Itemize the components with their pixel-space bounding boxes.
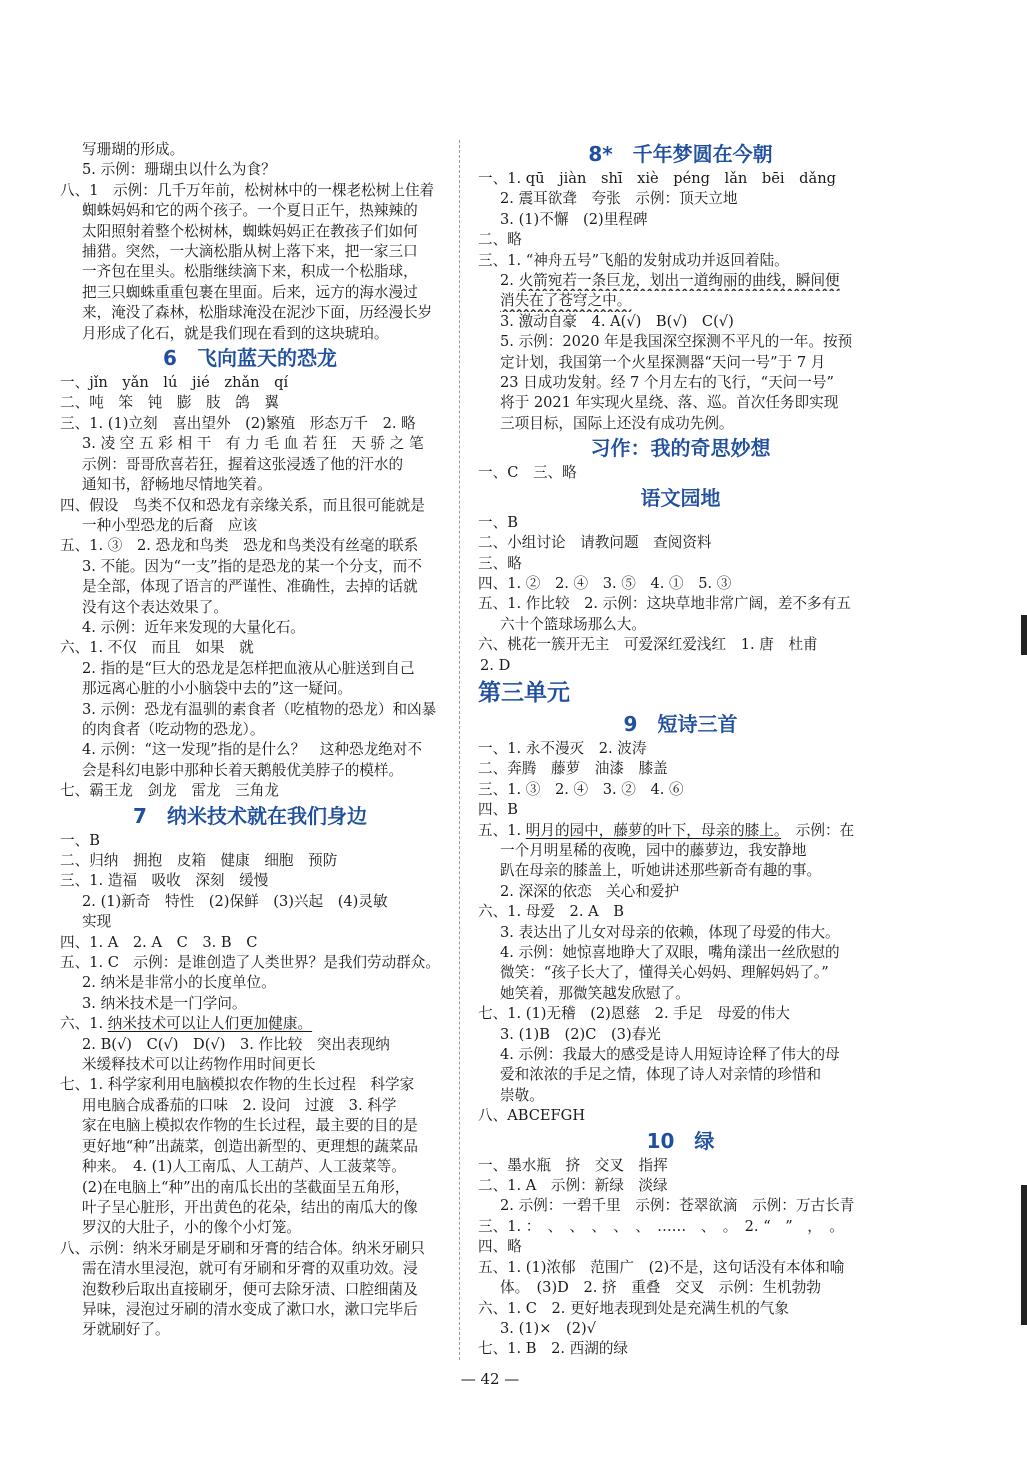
answer-line: 通知书，舒畅地尽情地笑着。 — [82, 476, 272, 494]
answer-line — [478, 291, 883, 311]
answer-prefix: 六、1. — [60, 1015, 108, 1033]
answer-line: 4. 示例：我最大的感受是诗人用短诗诠释了伟大的母 — [500, 1046, 840, 1064]
answer-line: 体。 (3)D 2. 挤 重叠 交叉 示例：生机勃勃 — [500, 1279, 821, 1297]
answer-line: 牙就刷好了。 — [82, 1321, 170, 1339]
answer-line: 太阳照射着整个松树林，蜘蛛妈妈正在教孩子们如何 — [82, 222, 418, 240]
edge-mark — [1021, 615, 1027, 655]
answer-line: 3. 示例：恐龙有温驯的素食者（吃植物的恐龙）和凶暴 — [82, 700, 437, 718]
answer-line: 六十个篮球场那么大。 — [500, 615, 646, 633]
answer-line: 3. (1)× (2)√ — [500, 1319, 597, 1337]
answer-line: 种来。 4. (1)人工南瓜、人工葫芦、人工菠菜等。 — [82, 1158, 406, 1176]
answer-line: 一齐包在里头。松脂继续滴下来，积成一个松脂球， — [82, 263, 418, 281]
answer-line: 三、1. “神舟五号”飞船的发射成功并返回着陆。 — [478, 251, 789, 269]
answer-line — [478, 821, 883, 841]
section-title: 6 飞向蓝天的恐龙 — [163, 346, 337, 371]
answer-line: 一种小型恐龙的后裔 应该 — [82, 516, 258, 534]
answer-line: 4. 示例：“这一发现”指的是什么？ 这种恐龙绝对不 — [82, 741, 422, 759]
answer-line: 三、1. 造福 吸收 深刻 缓慢 — [60, 872, 269, 890]
answer-line: 八、示例：纳米牙刷是牙刷和牙膏的结合体。纳米牙刷只 — [60, 1239, 425, 1257]
answer-line: (2)在电脑上“种”出的南瓜长出的茎截面呈五角形， — [82, 1178, 410, 1196]
column-divider — [459, 140, 460, 1360]
answer-line: 一、jǐn yǎn lú jié zhǎn qí — [60, 374, 289, 392]
answer-line: 六、桃花一簇开无主 可爱深红爱浅红 1. 唐 杜甫 — [478, 636, 818, 654]
answer-line: 五、1. ③ 2. 恐龙和鸟类 恐龙和鸟类没有丝毫的联系 — [60, 537, 419, 555]
answer-line: 米缓释技术可以让药物作用时间更长 — [82, 1056, 316, 1074]
answer-line: 2. 纳米是非常小的长度单位。 — [82, 974, 276, 992]
answer-line — [60, 1014, 440, 1034]
answer-line: 3. 凌 空 五 彩 相 干 有 力 毛 血 若 狂 天 骄 之 笔 — [82, 435, 424, 453]
answer-line: 爱和浓浓的手足之情，体现了诗人对亲情的珍惜和 — [500, 1066, 822, 1084]
page-number: — 42 — — [460, 1370, 520, 1388]
answer-line: 二、略 — [478, 231, 522, 249]
answer-line: 四、假设 鸟类不仅和恐龙有亲缘关系，而且很可能就是 — [60, 496, 425, 514]
answer-line: 一、B — [60, 831, 100, 849]
answer-line: 2. 深深的依恋 关心和爱护 — [500, 882, 680, 900]
answer-line: 四、1. A 2. A C 3. B C — [60, 933, 258, 951]
section-title: 10 绿 — [646, 1128, 715, 1153]
answer-line: 把三只蜘蛛重重包裹在里面。后来，远方的海水漫过 — [82, 283, 418, 301]
answer-line: 七、1. (1)无稽 (2)恩慈 2. 手足 母爱的伟大 — [478, 1005, 790, 1023]
answer-line: 那远离心脏的小小脑袋中去的”这一疑问。 — [82, 680, 353, 698]
answer-line: 四、1. ② 2. ④ 3. ⑤ 4. ① 5. ③ — [478, 574, 732, 592]
answer-line: 二、归纳 拥抱 皮箱 健康 细胞 预防 — [60, 852, 338, 869]
left-column — [60, 140, 440, 1341]
answer-line: 八、ABCEFGH — [478, 1107, 586, 1125]
answer-line: 23 日成功发射。经 7 个月左右的飞行，“天问一号” — [500, 374, 834, 392]
answer-suffix: 示例：在 — [781, 821, 855, 839]
underlined-answer: 纳米技术可以让人们更加健康。 — [107, 1015, 313, 1033]
section-title: 9 短诗三首 — [623, 711, 738, 736]
answer-line: 2. B(√) C(√) D(√) 3. 作比较 突出表现纳 — [82, 1035, 390, 1053]
answer-line: 一、1. qū jiàn shī xiè péng lǎn bēi dǎng — [478, 170, 836, 187]
answer-line: 五、1. (1)浓郁 范围广 (2)不是，这句话没有本体和喻 — [478, 1258, 845, 1276]
answer-line: 七、1. B 2. 西湖的绿 — [478, 1340, 629, 1358]
underlined-answer: 明月的园中，藤萝的叶下，母亲的膝上。 — [525, 821, 782, 839]
underlined-answer: 消失在了苍穹之中。 — [500, 292, 632, 310]
answer-line: 示例：哥哥欣喜若狂，握着这张浸透了他的汗水的 — [82, 455, 404, 473]
answer-line: 七、霸王龙 剑龙 雷龙 三角龙 — [60, 782, 279, 800]
answer-line: 来，淹没了森林，松脂球淹没在泥沙下面，历经漫长岁 — [82, 304, 433, 322]
answer-line: 二、奔腾 藤萝 油漆 膝盖 — [478, 760, 668, 778]
answer-line: 罗汉的大肚子，小的像个小灯笼。 — [82, 1219, 301, 1237]
answer-line: 3. 激动自豪 4. A(√) B(√) C(√) — [500, 312, 734, 330]
answer-line: 3. 表达出了儿女对母亲的依赖，体现了母爱的伟大。 — [500, 923, 840, 941]
answer-line: 2. D — [480, 656, 511, 674]
answer-line: 定计划，我国第一个火星探测器“天问一号”于 7 月 — [500, 353, 826, 371]
answer-line: 4. 示例：她惊喜地睁大了双眼，嘴角漾出一丝欣慰的 — [500, 944, 840, 961]
answer-line: 六、1. C 2. 更好地表现到处是充满生机的气象 — [478, 1299, 789, 1317]
answer-line: 2. (1)新奇 特性 (2)保鲜 (3)兴起 (4)灵敏 — [82, 892, 388, 910]
answer-line: 三项目标，国际上还没有成功先例。 — [500, 414, 734, 432]
answer-line: 2. 震耳欲聋 夸张 示例：顶天立地 — [500, 190, 738, 208]
answer-line: 三、1. ： 、 、 、 、 、 …… 、 。 2. “ ” ， 。 — [478, 1217, 844, 1235]
answer-line: 一、C 三、略 — [478, 464, 577, 482]
answer-line: 用电脑合成番茄的口味 2. 设问 过渡 3. 科学 — [82, 1096, 397, 1114]
answer-line: 2. 示例：一碧千里 示例：苍翠欲滴 示例：万古长青 — [500, 1197, 855, 1215]
answer-line: 蜘蛛妈妈和它的两个孩子。一个夏日正午，热辣辣的 — [82, 202, 418, 220]
answer-line: 八、1 示例：几千万年前，松树林中的一棵老松树上住着 — [60, 181, 435, 199]
answer-line: 更好地“种”出蔬菜，创造出新型的、更理想的蔬菜品 — [82, 1137, 418, 1155]
answer-line: 没有这个表达效果了。 — [82, 598, 228, 616]
answer-line: 一、B — [478, 513, 518, 531]
answer-line: 2. 指的是“巨大的恐龙是怎样把血液从心脏送到自己 — [82, 659, 415, 677]
answer-line: 5. 示例：珊瑚虫以什么为食？ — [82, 161, 276, 179]
answer-line: 将于 2021 年实现火星绕、落、巡。首次任务即实现 — [500, 394, 839, 412]
answer-line: 泡数秒后取出直接刷牙，便可去除牙渍、口腔细菌及 — [82, 1280, 418, 1298]
answer-line: 微笑：“孩子长大了，懂得关心妈妈、理解妈妈了。” — [500, 964, 829, 982]
answer-line: 她笑着，那微笑越发欣慰了。 — [500, 984, 690, 1002]
answer-line: 三、1. (1)立刻 喜出望外 (2)繁殖 形态万千 2. 略 — [60, 414, 416, 432]
answer-line: 六、1. 母爱 2. A B — [478, 903, 624, 921]
section-title: 7 纳米技术就在我们身边 — [133, 803, 367, 828]
answer-line: 二、1. A 示例：新绿 淡绿 — [478, 1177, 668, 1195]
answer-line: 4. 示例：近年来发现的大量化石。 — [82, 618, 305, 636]
answer-line: 会是科幻电影中那种长着天鹅般优美脖子的模样。 — [82, 761, 404, 779]
answer-prefix: 五、1. — [478, 821, 526, 839]
answer-line: 四、略 — [478, 1238, 522, 1256]
answer-line: 写珊瑚的形成。 — [82, 141, 185, 158]
right-column — [478, 140, 883, 1360]
section-title: 语文园地 — [640, 485, 721, 510]
answer-line: 一、1. 永不漫灭 2. 波涛 — [478, 739, 647, 757]
section-title: 8* 千年梦圆在今朝 — [588, 142, 773, 166]
answer-line: 崇敬。 — [500, 1086, 544, 1104]
answer-line: 五、1. C 示例：是谁创造了人类世界？是我们劳动群众。 — [60, 954, 440, 972]
answer-line: 三、1. ③ 2. ④ 3. ② 4. ⑥ — [478, 780, 684, 798]
answer-line: 捕猎。突然，一大滴松脂从树上落下来，把一家三口 — [82, 243, 418, 261]
answer-line: 的肉食者（吃动物的恐龙）。 — [82, 720, 265, 738]
answer-line: 五、1. 作比较 2. 示例：这块草地非常广阔，差不多有五 — [478, 595, 851, 613]
answer-line: 5. 示例：2020 年是我国深空探测不平凡的一年。按预 — [500, 333, 853, 351]
answer-line: 三、略 — [478, 554, 522, 572]
answer-line: 3. (1)B (2)C (3)春光 — [500, 1025, 661, 1043]
answer-line: 六、1. 不仅 而且 如果 就 — [60, 639, 254, 657]
answer-line: 一、墨水瓶 挤 交叉 指挥 — [478, 1156, 668, 1174]
answer-prefix: 2. — [500, 272, 519, 290]
answer-line: 实现 — [82, 913, 112, 931]
answer-line: 叶子呈心脏形，开出黄色的花朵，结出的南瓜大的像 — [82, 1198, 418, 1216]
answer-line: 3. 不能。因为“一支”指的是恐龙的某一个分支，而不 — [82, 557, 422, 575]
section-title: 习作：我的奇思妙想 — [590, 436, 771, 461]
answer-line: 月形成了化石，就是我们现在看到的这块琥珀。 — [82, 324, 389, 342]
answer-line: 趴在母亲的膝盖上，听她讲述那些新奇有趣的事。 — [500, 862, 822, 880]
answer-line: 家在电脑上模拟农作物的生长过程，最主要的目的是 — [82, 1117, 418, 1135]
answer-line: 异味，浸泡过牙刷的清水变成了漱口水，漱口完毕后 — [82, 1300, 418, 1318]
answer-line — [478, 271, 883, 291]
answer-line: 二、吨 笨 钝 膨 肢 鸽 翼 — [60, 394, 279, 412]
answer-line: 一个月明星稀的夜晚，园中的藤萝边，我安静地 — [500, 841, 807, 859]
edge-mark — [1021, 1185, 1027, 1325]
answer-line: 3. 纳米技术是一门学问。 — [82, 994, 247, 1012]
underlined-answer: 火箭宛若一条巨龙，划出一道绚丽的曲线，瞬间便 — [518, 272, 840, 290]
answer-line: 七、1. 科学家利用电脑模拟农作物的生长过程 科学家 — [60, 1076, 415, 1094]
answer-line: 二、小组讨论 请教问题 查阅资料 — [478, 534, 712, 552]
answer-line: 四、B — [478, 801, 518, 819]
unit-title: 第三单元 — [478, 679, 570, 706]
answer-line: 是全部，体现了语言的严谨性、准确性，去掉的话就 — [82, 578, 418, 596]
answer-line: 3. (1)不懈 (2)里程碑 — [500, 210, 648, 228]
answer-line: 需在清水里浸泡，就可有牙刷和牙膏的双重功效。浸 — [82, 1260, 418, 1278]
